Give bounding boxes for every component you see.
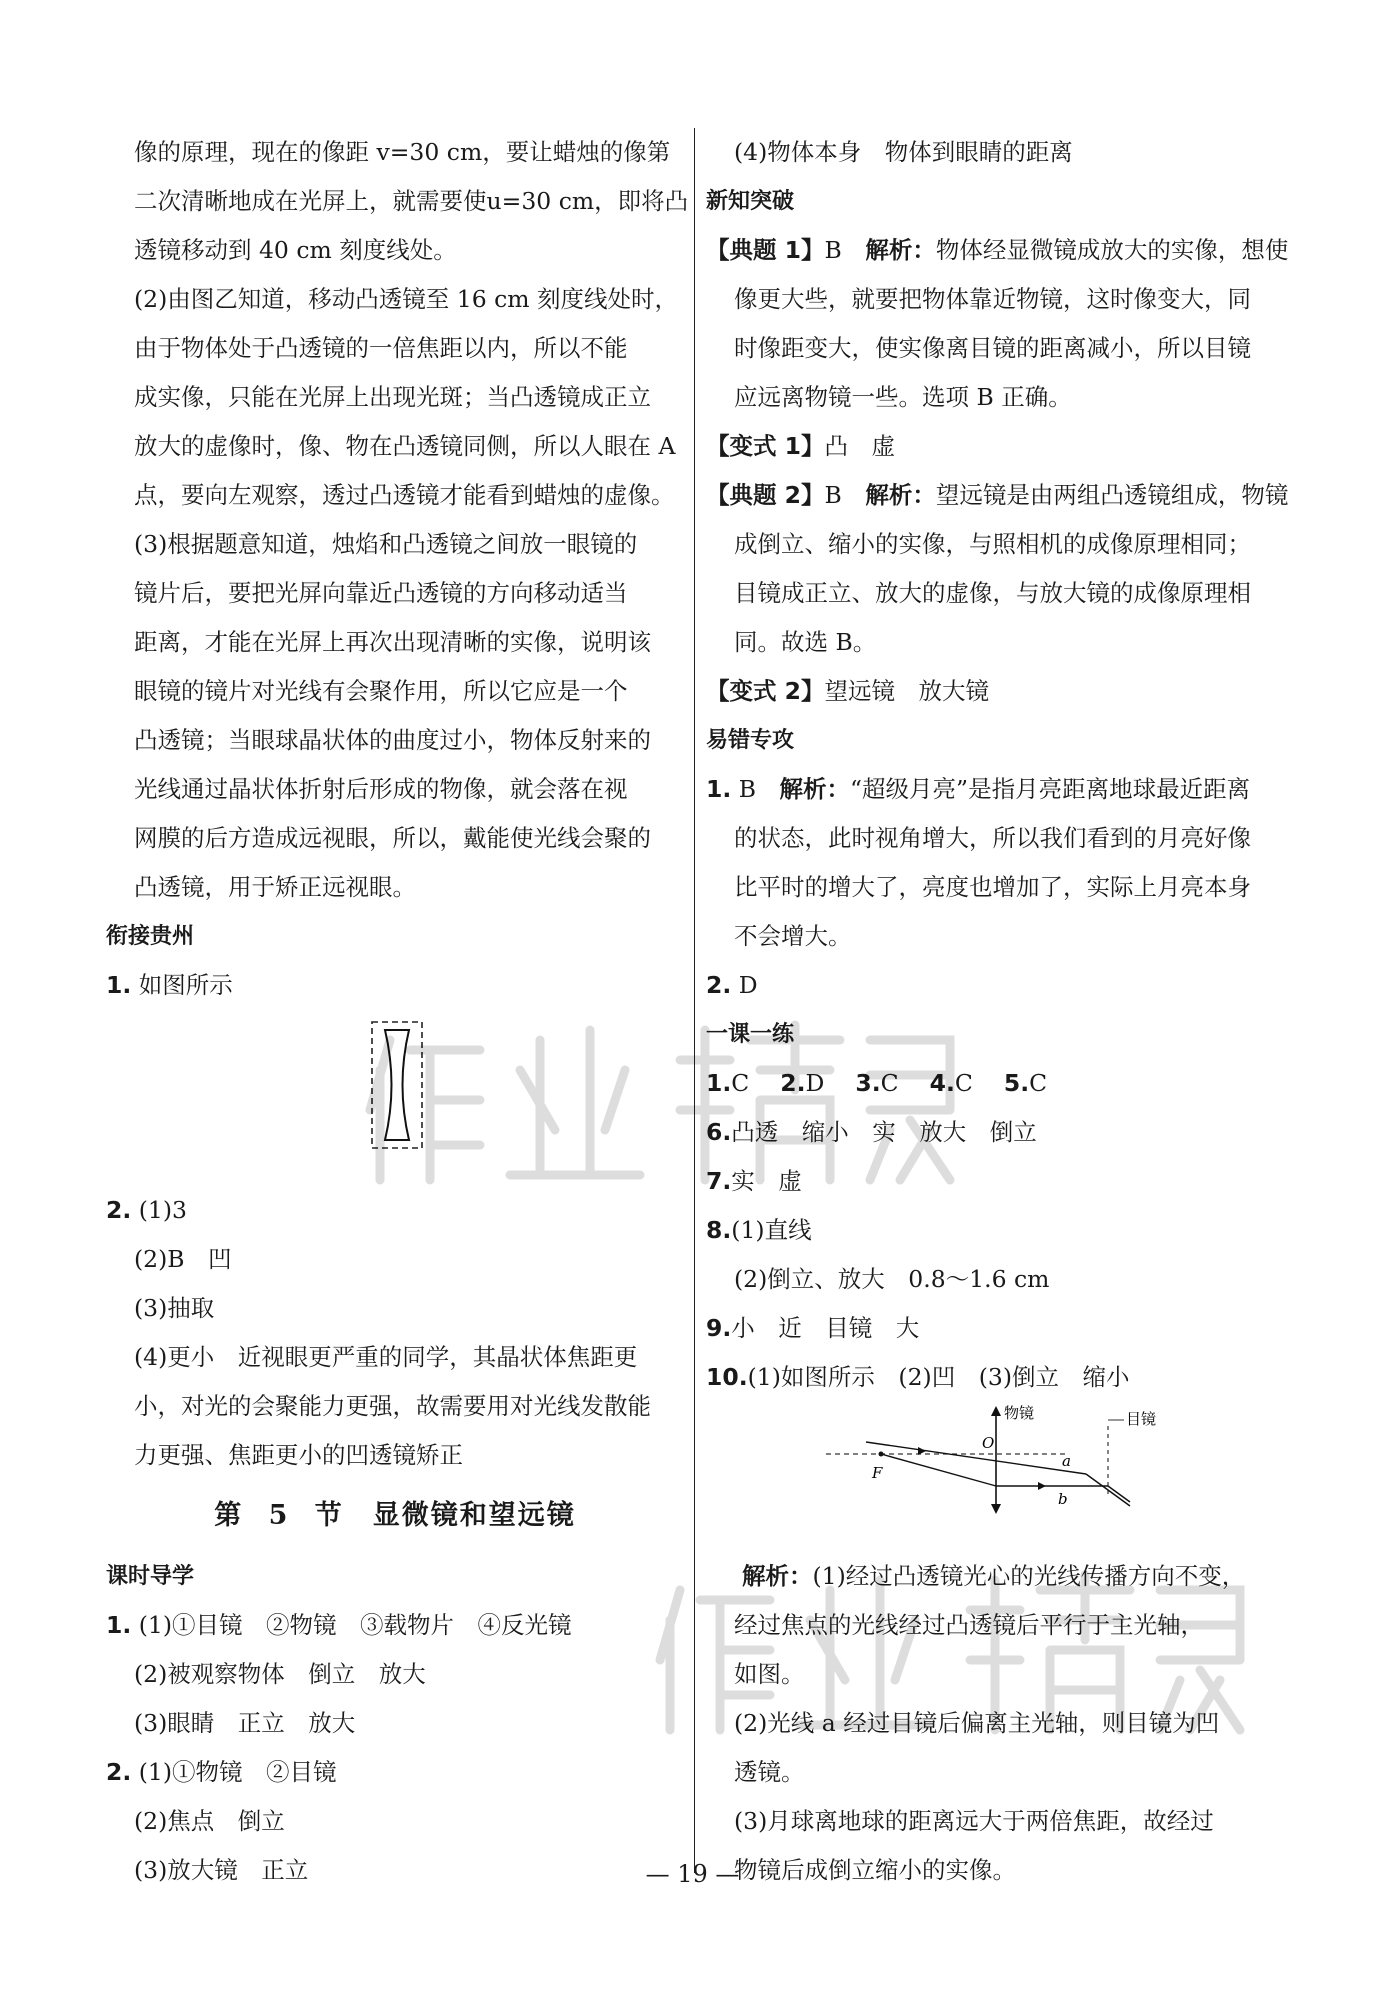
text-line: 像的原理，现在的像距 v=30 cm，要让蜡烛的像第 xyxy=(134,138,671,166)
text-line: 透镜。 xyxy=(734,1758,805,1786)
text-line: (1)①目镜 ②物镜 ③载物片 ④反光镜 xyxy=(138,1611,572,1639)
question-tag: 【典题 1】 xyxy=(706,236,825,264)
text-line: (2)光线 a 经过目镜后偏离主光轴，则目镜为凹 xyxy=(734,1709,1220,1737)
text-line: 距离，才能在光屏上再次出现清晰的实像，说明该 xyxy=(134,628,651,656)
text-line: (4)更小 近视眼更严重的同学，其晶状体焦距更 xyxy=(134,1343,638,1371)
text-line: 由于物体处于凸透镜的一倍焦距以内，所以不能 xyxy=(134,334,628,362)
text-line: 物体经显微镜成放大的实像，想使 xyxy=(935,236,1289,264)
question-tag: 【变式 2】 xyxy=(706,677,825,705)
section-heading: 新知突破 xyxy=(706,189,795,214)
answer-text: 望远镜 放大镜 xyxy=(824,677,990,705)
item-number: 2. xyxy=(706,971,732,999)
ray-b-label: b xyxy=(1058,1490,1068,1508)
text-line: 凸透镜，用于矫正远视眼。 xyxy=(134,873,416,901)
text-line: 如图。 xyxy=(734,1660,805,1688)
text-line: (2)B 凹 xyxy=(134,1245,232,1273)
answer-text: C xyxy=(731,1069,773,1097)
item-number: 5. xyxy=(1003,1069,1030,1097)
answer-text: C xyxy=(954,1069,997,1097)
focus-label: F xyxy=(872,1464,883,1482)
answer-text: (1)如图所示 (2)凹 (3)倒立 缩小 xyxy=(747,1363,1130,1391)
answer-item xyxy=(706,961,1284,1010)
answer-item xyxy=(706,765,1284,814)
answer-item xyxy=(706,1304,1284,1353)
eyepiece-label: 目镜 xyxy=(1126,1410,1157,1428)
answer-item xyxy=(106,1186,684,1235)
text-line: 放大的虚像时，像、物在凸透镜同侧，所以人眼在 A xyxy=(134,432,676,460)
answer-text: 凸透 缩小 实 放大 倒立 xyxy=(731,1118,1037,1146)
answer-item xyxy=(706,226,1289,275)
text-line: 二次清晰地成在光屏上，就需要使u=30 cm，即将凸 xyxy=(134,187,689,215)
item-number: 8. xyxy=(706,1216,732,1244)
text-line: (3)放大镜 正立 xyxy=(134,1856,309,1884)
answer-text: B xyxy=(738,775,780,803)
analysis-label: 解析： xyxy=(865,481,936,509)
text-line: 凸透镜；当眼球晶状体的曲度过小，物体反射来的 xyxy=(134,726,651,754)
analysis-label: 解析： xyxy=(865,236,936,264)
answer-item xyxy=(706,667,1284,716)
item-number: 2. xyxy=(780,1069,806,1097)
page-number: — 19 — xyxy=(645,1860,740,1888)
text-line: 如图所示 xyxy=(138,971,233,999)
analysis-label: 解析： xyxy=(779,775,851,803)
answer-text: D xyxy=(738,971,758,999)
right-column xyxy=(706,128,1289,1895)
item-number: 6. xyxy=(706,1118,732,1146)
text-line: (3)抽取 xyxy=(134,1294,215,1322)
item-number: 1. xyxy=(106,1611,132,1639)
text-line: 小，对光的会聚能力更强，故需要用对光线发散能 xyxy=(134,1392,651,1420)
telescope-ray-diagram xyxy=(706,1402,1284,1552)
answer-text: 小 近 目镜 大 xyxy=(731,1314,920,1342)
ray-a-line xyxy=(866,1442,1086,1474)
item-number: 9. xyxy=(706,1314,732,1342)
ray-b-exit-line xyxy=(1108,1486,1130,1502)
answer-text: 实 虚 xyxy=(731,1167,802,1195)
answer-item xyxy=(706,1157,1284,1206)
answer-text: 凸 虚 xyxy=(824,432,896,460)
section-heading: 衔接贵州 xyxy=(106,924,195,949)
item-number: 1. xyxy=(106,971,132,999)
answer-text: (1)直线 xyxy=(731,1216,812,1244)
section-heading: 易错专攻 xyxy=(706,728,795,753)
ray-a-deflected-line xyxy=(1086,1474,1108,1490)
item-number: 1. xyxy=(706,1069,732,1097)
answer-item xyxy=(706,1108,1284,1157)
answer-item xyxy=(706,1353,1284,1402)
focus-point xyxy=(879,1452,884,1457)
answer-item xyxy=(706,422,1284,471)
dashed-box xyxy=(372,1022,422,1148)
arrow-up-icon xyxy=(991,1406,1001,1416)
column-divider xyxy=(694,128,695,1873)
question-tag: 【典题 2】 xyxy=(706,481,825,509)
text-line: (2)被观察物体 倒立 放大 xyxy=(134,1660,426,1688)
text-line: (3)根据题意知道，烛焰和凸透镜之间放一眼镜的 xyxy=(134,530,638,558)
item-number: 7. xyxy=(706,1167,732,1195)
concave-lens-shape xyxy=(385,1030,409,1140)
question-tag: 【变式 1】 xyxy=(706,432,825,460)
text-line: 像更大些，就要把物体靠近物镜，这时像变大，同 xyxy=(734,285,1251,313)
answer-text: B xyxy=(824,481,866,509)
text-line: 眼镜的镜片对光线有会聚作用，所以它应是一个 xyxy=(134,677,628,705)
text-line: (3)眼睛 正立 放大 xyxy=(134,1709,356,1737)
lens-figure xyxy=(106,1010,684,1186)
text-line: 望远镜是由两组凸透镜组成，物镜 xyxy=(935,481,1289,509)
text-line: 的状态，此时视角增大，所以我们看到的月亮好像 xyxy=(734,824,1251,852)
text-line: (1)3 xyxy=(138,1196,188,1224)
item-number: 4. xyxy=(929,1069,955,1097)
text-line: (2)倒立、放大 0.8～1.6 cm xyxy=(734,1265,1050,1293)
answer-item xyxy=(106,961,684,1010)
optical-center-label: O xyxy=(982,1434,995,1452)
answer-text: B xyxy=(824,236,866,264)
text-line: 点，要向左观察，透过凸透镜才能看到蜡烛的虚像。 xyxy=(134,481,675,509)
arrow-right-icon xyxy=(1038,1482,1046,1490)
section-title: 第 5 节 显微镜和望远镜 xyxy=(214,1500,576,1531)
arrow-down-icon xyxy=(991,1504,1001,1514)
item-number: 10. xyxy=(706,1363,748,1391)
item-number: 2. xyxy=(106,1758,132,1786)
text-line: 透镜移动到 40 cm 刻度线处。 xyxy=(134,236,457,264)
text-line: (2)焦点 倒立 xyxy=(134,1807,285,1835)
text-line: 经过焦点的光线经过凸透镜后平行于主光轴， xyxy=(734,1611,1204,1639)
answer-item xyxy=(106,1748,684,1797)
answer-item xyxy=(706,471,1289,520)
section-heading: 课时导学 xyxy=(106,1564,195,1589)
analysis-label: 解析： xyxy=(742,1562,813,1590)
text-line: (3)月球离地球的距离远大于两倍焦距，故经过 xyxy=(734,1807,1214,1835)
concave-lens-diagram xyxy=(106,1010,684,1186)
ray-a-exit-line xyxy=(1108,1490,1130,1506)
text-line: (2)由图乙知道，移动凸透镜至 16 cm 刻度线处时， xyxy=(134,285,679,313)
arrow-right-icon xyxy=(918,1447,926,1455)
text-line: 不会增大。 xyxy=(734,922,852,950)
text-line: 比平时的增大了，亮度也增加了，实际上月亮本身 xyxy=(734,873,1251,901)
answer-text: C xyxy=(1029,1069,1048,1097)
answer-item xyxy=(106,1601,684,1650)
text-line: 物镜后成倒立缩小的实像。 xyxy=(734,1856,1016,1884)
item-number: 3. xyxy=(855,1069,881,1097)
answer-text: C xyxy=(880,1069,923,1097)
answer-text: D xyxy=(805,1069,848,1097)
answer-item xyxy=(706,1552,1284,1601)
answer-item xyxy=(706,1059,1284,1108)
text-line: 成倒立、缩小的实像，与照相机的成像原理相同； xyxy=(734,530,1251,558)
text-line: “超级月亮”是指月亮距离地球最近距离 xyxy=(850,775,1251,803)
objective-label: 物镜 xyxy=(1004,1404,1035,1422)
item-number: 2. xyxy=(106,1196,132,1224)
text-line: 时像距变大，使实像离目镜的距离减小，所以目镜 xyxy=(734,334,1251,362)
section-heading: 一课一练 xyxy=(706,1022,795,1047)
text-line: 力更强、焦距更小的凹透镜矫正 xyxy=(134,1441,463,1469)
telescope-figure xyxy=(706,1402,1284,1552)
text-line: 目镜成正立、放大的虚像，与放大镜的成像原理相 xyxy=(734,579,1251,607)
text-line: 应远离物镜一些。选项 B 正确。 xyxy=(734,383,1072,411)
text-line: (4)物体本身 物体到眼睛的距离 xyxy=(734,138,1073,166)
text-line: 同。故选 B。 xyxy=(734,628,877,656)
left-column xyxy=(106,128,689,1895)
text-line: 网膜的后方造成远视眼，所以，戴能使光线会聚的 xyxy=(134,824,651,852)
item-number: 1. xyxy=(706,775,732,803)
ray-a-label: a xyxy=(1062,1452,1071,1470)
text-line: 光线通过晶状体折射后形成的物像，就会落在视 xyxy=(134,775,628,803)
answer-item xyxy=(706,1206,1284,1255)
text-line: (1)①物镜 ②目镜 xyxy=(138,1758,337,1786)
text-line: 成实像，只能在光屏上出现光斑；当凸透镜成正立 xyxy=(134,383,651,411)
text-line: (1)经过凸透镜光心的光线传播方向不变， xyxy=(812,1562,1246,1590)
text-line: 镜片后，要把光屏向靠近凸透镜的方向移动适当 xyxy=(134,579,628,607)
